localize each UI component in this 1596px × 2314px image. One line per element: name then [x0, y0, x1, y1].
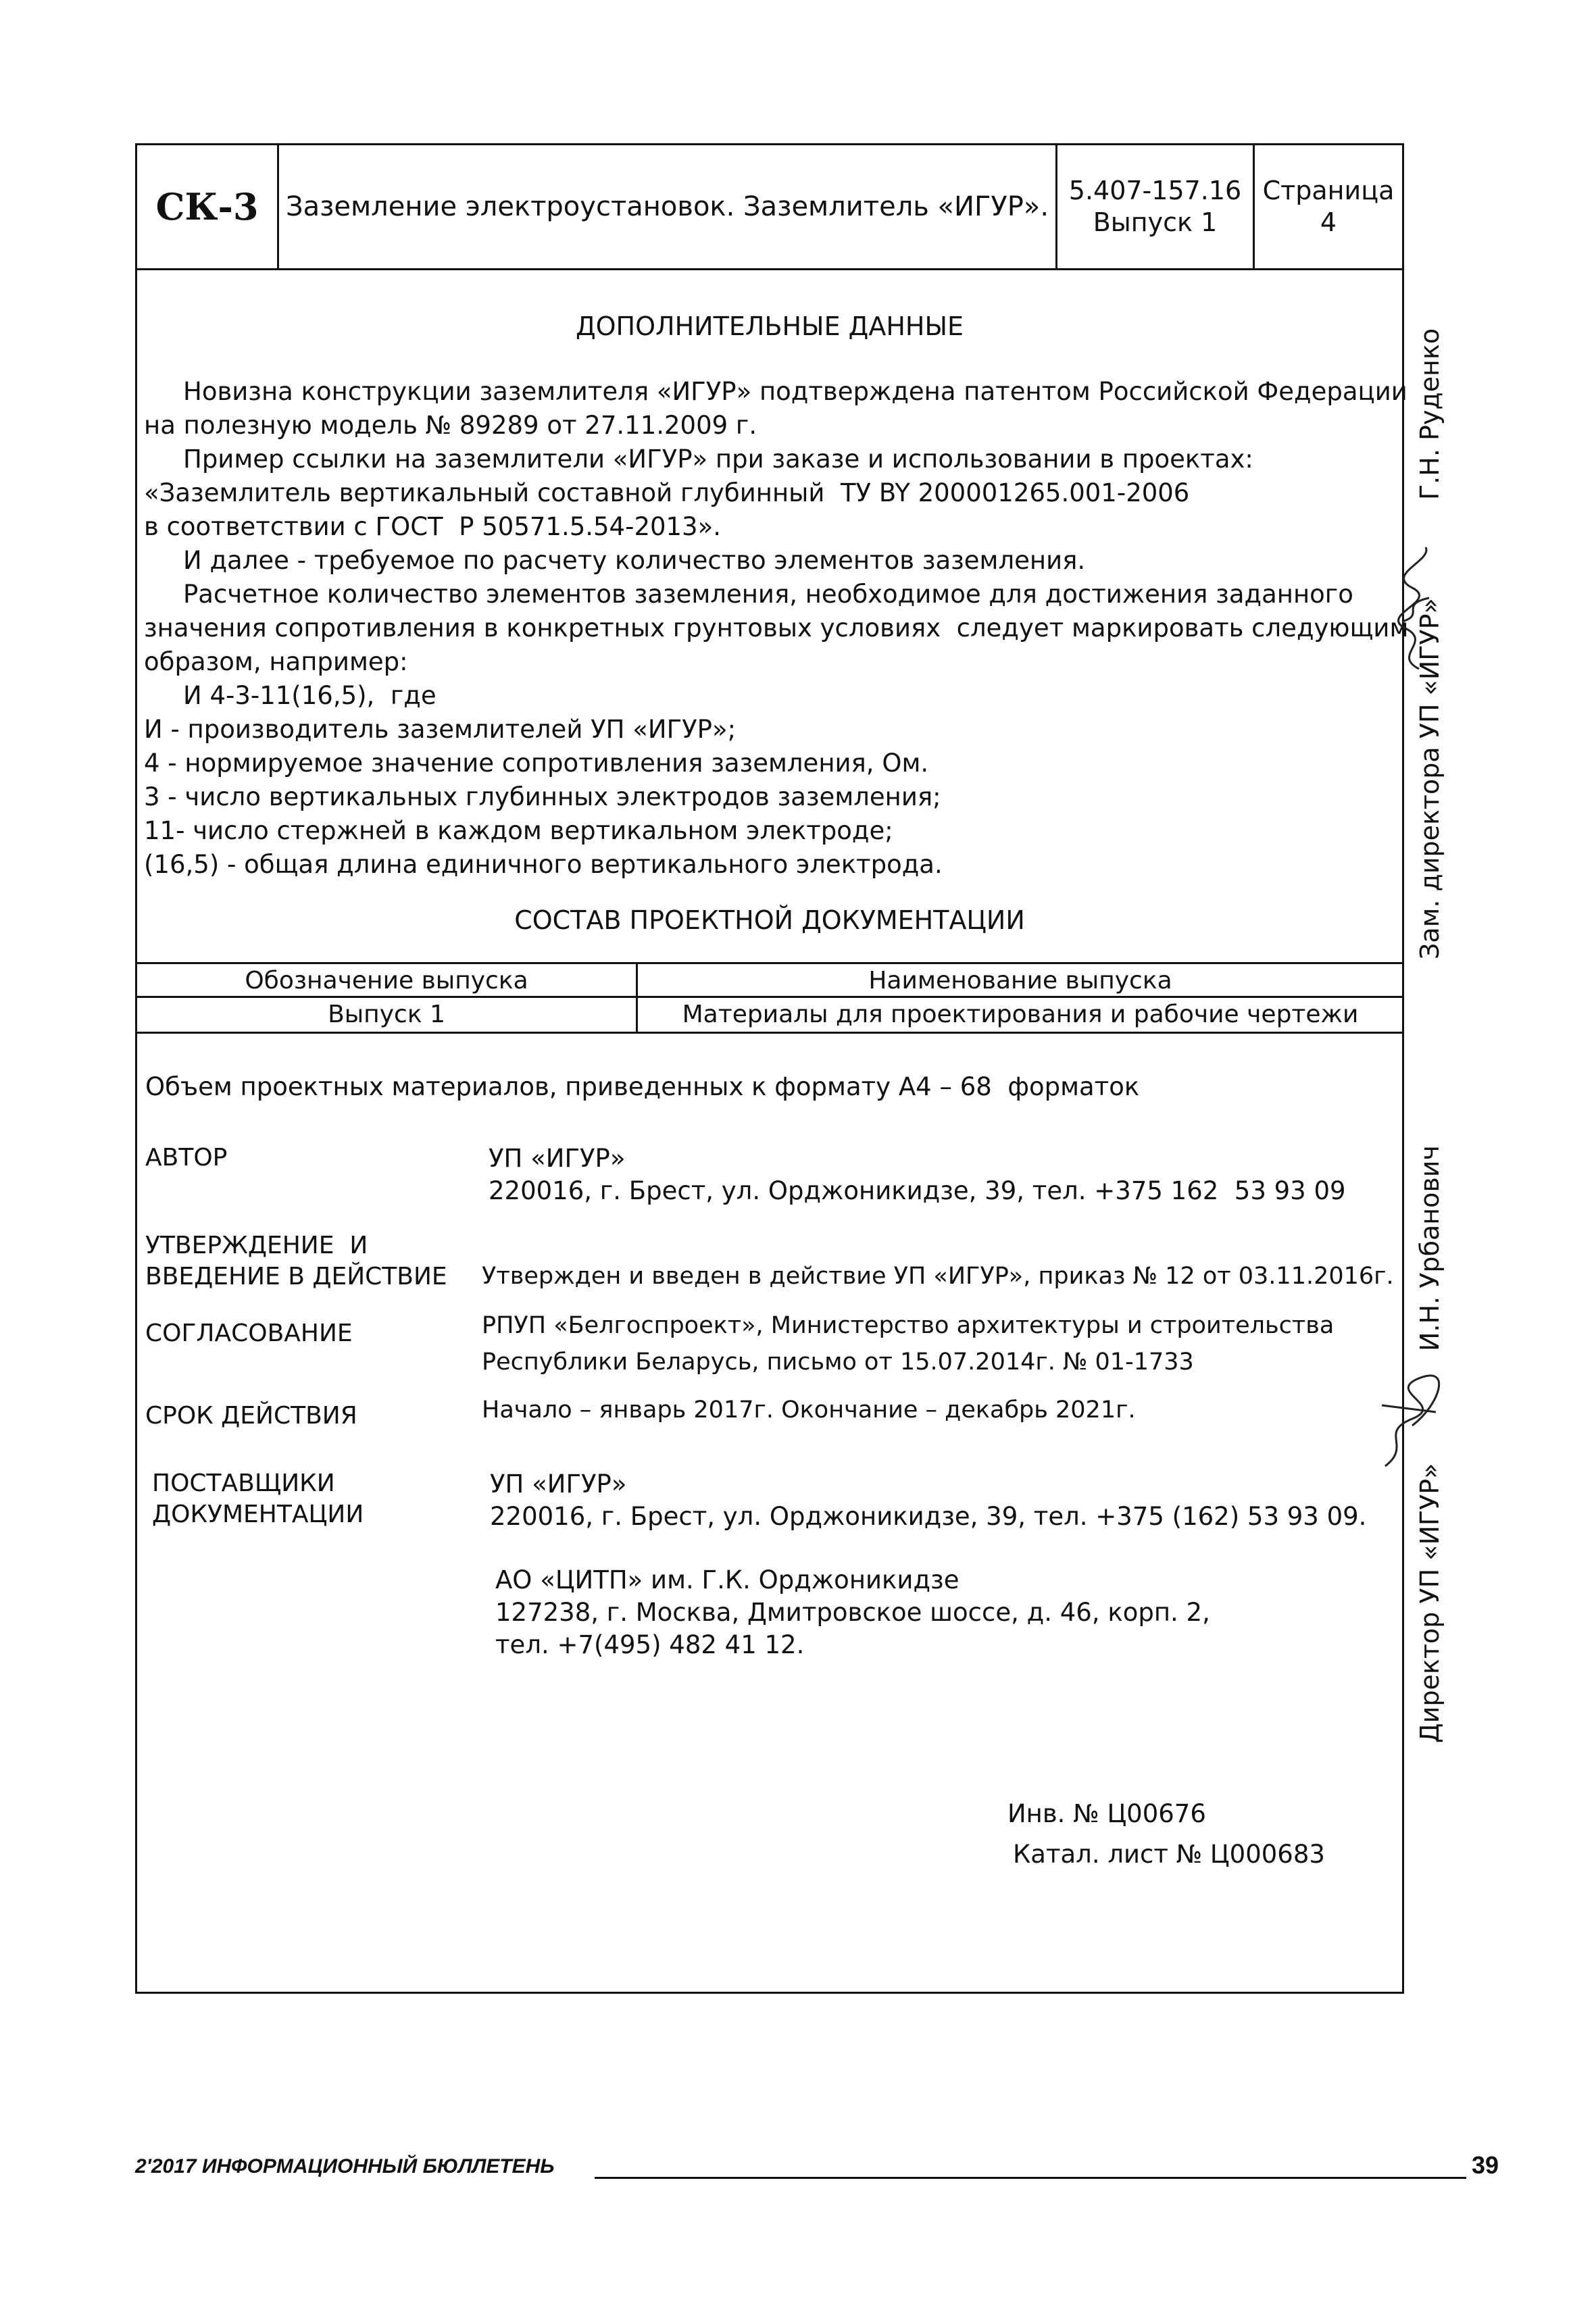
document-number: 5.407-157.16	[1068, 175, 1242, 205]
marking-example: И 4-3-11(16,5), где	[183, 681, 437, 710]
author-org: УП «ИГУР»	[489, 1144, 626, 1173]
page-label: Страница	[1262, 175, 1395, 205]
volume-statement: Объем проектных материалов, приведенных к формату А4 – 68 форматок	[145, 1072, 1140, 1101]
table-header-cell: Обозначение выпуска	[245, 967, 528, 995]
deputy-director-name: Г.Н. Руденко	[1415, 328, 1445, 500]
marking-legend-line: 11- число стержней в каждом вертикальном электроде;	[144, 816, 893, 845]
documentation-table	[137, 962, 1402, 1034]
paragraph-line: образом, например:	[144, 647, 408, 676]
validity-text: Начало – январь 2017г. Окончание – декабрь 2021г.	[482, 1397, 1136, 1424]
issue-number: Выпуск 1	[1093, 207, 1218, 237]
paragraph-line: Новизна конструкции заземлителя «ИГУР» подтверждена патентом Российской Федерации	[183, 377, 1407, 406]
director-signature	[1372, 1365, 1446, 1473]
paragraph-line: в соответствии с ГОСТ Р 50571.5.54-2013».	[144, 512, 721, 541]
paragraph-line: Расчетное количество элементов заземления, необходимое для достижения заданного	[183, 580, 1353, 609]
documentation-title: СОСТАВ ПРОЕКТНОЙ ДОКУМЕНТАЦИИ	[514, 905, 1025, 935]
approval-text: Утвержден и введен в действие УП «ИГУР», приказ № 12 от 03.11.2016г.	[482, 1263, 1394, 1290]
inventory-number: Инв. № Ц00676	[1007, 1799, 1206, 1828]
table-header-row	[137, 964, 1402, 996]
author-label: АВТОР	[145, 1144, 228, 1172]
marking-legend-line: 4 - нормируемое значение сопротивления заземления, Ом.	[144, 749, 929, 778]
series-code: СК-3	[137, 145, 279, 268]
agreement-label: СОГЛАСОВАНИЕ	[145, 1319, 353, 1347]
title-block	[137, 145, 1402, 270]
footer-rule	[595, 2177, 1466, 2179]
validity-label: СРОК ДЕЙСТВИЯ	[145, 1402, 357, 1430]
table-cell: Выпуск 1	[328, 1001, 445, 1028]
marking-legend-line: И - производитель заземлителей УП «ИГУР»;	[144, 715, 737, 744]
page-number: 4	[1320, 207, 1337, 237]
approval-label: УТВЕРЖДЕНИЕ И ВВЕДЕНИЕ В ДЕЙСТВИЕ	[145, 1232, 447, 1290]
suppliers-label: ПОСТАВЩИКИ ДОКУМЕНТАЦИИ	[152, 1469, 364, 1528]
catalog-sheet-number: Катал. лист № Ц000683	[1013, 1840, 1325, 1869]
paragraph-line: «Заземлитель вертикальный составной глубинный ТУ BY 200001265.001-2006	[144, 478, 1190, 507]
supplier-igur: УП «ИГУР» 220016, г. Брест, ул. Орджоникидзе, 39, тел. +375 (162) 53 93 09.	[490, 1469, 1367, 1531]
marking-legend-line: (16,5) - общая длина единичного вертикального электрода.	[144, 850, 943, 879]
table-header-cell: Наименование выпуска	[868, 967, 1172, 995]
document-number-cell	[1057, 145, 1255, 268]
document-frame	[135, 143, 1409, 1994]
deputy-signature	[1378, 540, 1453, 676]
paragraph-line: И далее - требуемое по расчету количество элементов заземления.	[183, 546, 1086, 575]
agreement-text: РПУП «Белгоспроект», Министерство архитектуры и строительства Республики Беларусь, письмо от 15.07.2014г. № 01-1733	[482, 1312, 1335, 1376]
director-position: Директор УП «ИГУР»	[1415, 1463, 1445, 1743]
additional-data-title: ДОПОЛНИТЕЛЬНЫЕ ДАННЫЕ	[575, 311, 964, 341]
table-cell: Материалы для проектирования и рабочие чертежи	[682, 1001, 1359, 1028]
bulletin-page-number: 39	[1472, 2151, 1499, 2179]
director-name: И.Н. Урбанович	[1415, 1145, 1445, 1351]
paragraph-line: значения сопротивления в конкретных грунтовых условиях следует маркировать следующим	[144, 613, 1409, 643]
table-row	[137, 998, 1402, 1030]
marking-legend-line: 3 - число вертикальных глубинных электродов заземления;	[144, 782, 941, 811]
paragraph-line: на полезную модель № 89289 от 27.11.2009 г.	[144, 411, 757, 440]
publication-title: 2'2017 ИНФОРМАЦИОННЫЙ БЮЛЛЕТЕНЬ	[135, 2155, 555, 2178]
paragraph-line: Пример ссылки на заземлители «ИГУР» при заказе и использовании в проектах:	[183, 445, 1253, 474]
author-address: 220016, г. Брест, ул. Орджоникидзе, 39, тел. +375 162 53 93 09	[489, 1176, 1346, 1205]
supplier-citp: АО «ЦИТП» им. Г.К. Орджоникидзе 127238, г. Москва, Дмитровское шоссе, д. 46, корп. 2, тел. +7(495) 482 41 12.	[495, 1565, 1210, 1659]
deputy-director-position: Зам. директора УП «ИГУР»	[1415, 598, 1445, 959]
page-cell	[1255, 145, 1402, 268]
document-title: Заземление электроустановок. Заземлитель «ИГУР».	[279, 145, 1057, 268]
